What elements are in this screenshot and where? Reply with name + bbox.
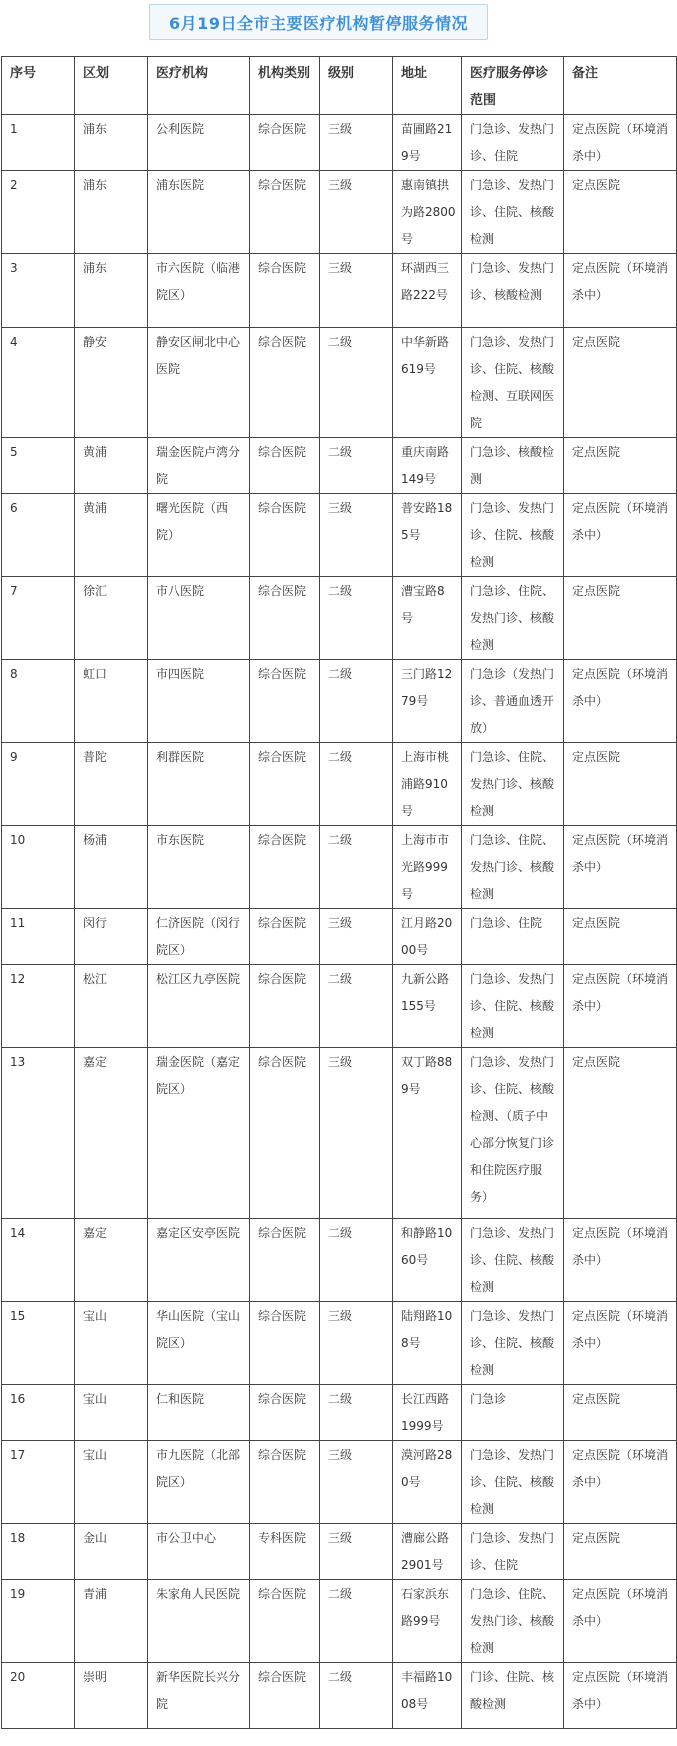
cell-scope: 门急诊、发热门诊、住院 <box>462 1524 564 1580</box>
cell-scope: 门急诊、住院、发热门诊、核酸检测 <box>462 743 564 826</box>
cell-no: 18 <box>2 1524 75 1580</box>
cell-scope: 门急诊、发热门诊、住院、核酸检测 <box>462 494 564 577</box>
cell-level: 二级 <box>320 577 393 660</box>
cell-note: 定点医院 <box>564 438 677 494</box>
cell-level: 三级 <box>320 115 393 171</box>
cell-district: 杨浦 <box>75 826 148 909</box>
cell-no: 6 <box>2 494 75 577</box>
cell-no: 14 <box>2 1219 75 1302</box>
cell-district: 宝山 <box>75 1302 148 1385</box>
table-row <box>2 826 677 909</box>
cell-address: 石家浜东路99号 <box>393 1580 462 1663</box>
cell-no: 9 <box>2 743 75 826</box>
cell-institution: 市六医院（临港院区） <box>148 254 250 328</box>
cell-scope: 门急诊、发热门诊、住院 <box>462 115 564 171</box>
cell-note: 定点医院 <box>564 743 677 826</box>
cell-address: 长江西路1999号 <box>393 1385 462 1441</box>
table-row <box>2 577 677 660</box>
cell-note: 定点医院 <box>564 328 677 438</box>
cell-institution: 华山医院（宝山院区） <box>148 1302 250 1385</box>
cell-scope: 门急诊、发热门诊、住院、核酸检测 <box>462 1302 564 1385</box>
cell-address: 普安路185号 <box>393 494 462 577</box>
cell-level: 二级 <box>320 1219 393 1302</box>
cell-institution: 瑞金医院卢湾分院 <box>148 438 250 494</box>
cell-scope: 门急诊、发热门诊、住院、核酸检测、（质子中心部分恢复门诊和住院医疗服务） <box>462 1048 564 1219</box>
cell-no: 7 <box>2 577 75 660</box>
cell-level: 二级 <box>320 328 393 438</box>
cell-institution: 朱家角人民医院 <box>148 1580 250 1663</box>
cell-address: 江月路2000号 <box>393 909 462 965</box>
cell-district: 黄浦 <box>75 438 148 494</box>
cell-type: 综合医院 <box>250 909 320 965</box>
cell-type: 综合医院 <box>250 1219 320 1302</box>
cell-address: 漠河路280号 <box>393 1441 462 1524</box>
cell-type: 综合医院 <box>250 1663 320 1729</box>
cell-note: 定点医院 <box>564 171 677 254</box>
cell-institution: 利群医院 <box>148 743 250 826</box>
cell-scope: 门急诊、住院、发热门诊、核酸检测 <box>462 826 564 909</box>
table-row <box>2 328 677 438</box>
cell-institution: 仁和医院 <box>148 1385 250 1441</box>
cell-no: 17 <box>2 1441 75 1524</box>
header-address: 地址 <box>393 57 462 115</box>
cell-scope: 门急诊、住院 <box>462 909 564 965</box>
cell-institution: 瑞金医院（嘉定院区） <box>148 1048 250 1219</box>
cell-type: 综合医院 <box>250 1580 320 1663</box>
header-level: 级别 <box>320 57 393 115</box>
cell-no: 12 <box>2 965 75 1048</box>
cell-district: 徐汇 <box>75 577 148 660</box>
cell-type: 综合医院 <box>250 254 320 328</box>
table-row <box>2 254 677 328</box>
table-row <box>2 965 677 1048</box>
cell-institution: 嘉定区安亭医院 <box>148 1219 250 1302</box>
cell-level: 二级 <box>320 438 393 494</box>
cell-scope: 门急诊、发热门诊、住院、核酸检测 <box>462 1441 564 1524</box>
cell-type: 综合医院 <box>250 1385 320 1441</box>
cell-address: 双丁路889号 <box>393 1048 462 1219</box>
header-institution: 医疗机构 <box>148 57 250 115</box>
cell-no: 11 <box>2 909 75 965</box>
cell-district: 松江 <box>75 965 148 1048</box>
cell-note: 定点医院（环境消杀中） <box>564 965 677 1048</box>
cell-note: 定点医院 <box>564 1385 677 1441</box>
cell-type: 综合医院 <box>250 965 320 1048</box>
cell-district: 浦东 <box>75 254 148 328</box>
cell-level: 三级 <box>320 494 393 577</box>
cell-level: 三级 <box>320 909 393 965</box>
cell-institution: 市八医院 <box>148 577 250 660</box>
table-body <box>2 115 677 1729</box>
cell-note: 定点医院 <box>564 1048 677 1219</box>
header-note: 备注 <box>564 57 677 115</box>
cell-level: 二级 <box>320 826 393 909</box>
cell-type: 综合医院 <box>250 1441 320 1524</box>
cell-district: 浦东 <box>75 171 148 254</box>
table-row <box>2 1524 677 1580</box>
cell-note: 定点医院（环境消杀中） <box>564 254 677 328</box>
cell-level: 三级 <box>320 1441 393 1524</box>
table-row <box>2 1219 677 1302</box>
table-row <box>2 743 677 826</box>
cell-level: 二级 <box>320 1385 393 1441</box>
cell-address: 重庆南路149号 <box>393 438 462 494</box>
cell-address: 和静路1060号 <box>393 1219 462 1302</box>
cell-address: 陆翔路108号 <box>393 1302 462 1385</box>
table-row <box>2 909 677 965</box>
cell-type: 专科医院 <box>250 1524 320 1580</box>
cell-district: 宝山 <box>75 1441 148 1524</box>
cell-note: 定点医院（环境消杀中） <box>564 494 677 577</box>
cell-note: 定点医院（环境消杀中） <box>564 1580 677 1663</box>
table-row <box>2 1663 677 1729</box>
cell-type: 综合医院 <box>250 743 320 826</box>
header-scope: 医疗服务停诊范围 <box>462 57 564 115</box>
cell-level: 三级 <box>320 1048 393 1219</box>
cell-scope: 门诊、住院、核酸检测 <box>462 1663 564 1729</box>
cell-institution: 松江区九亭医院 <box>148 965 250 1048</box>
cell-level: 二级 <box>320 965 393 1048</box>
cell-address: 漕廊公路2901号 <box>393 1524 462 1580</box>
cell-institution: 市九医院（北部院区） <box>148 1441 250 1524</box>
table-row <box>2 115 677 171</box>
cell-scope: 门急诊 <box>462 1385 564 1441</box>
cell-institution: 市四医院 <box>148 660 250 743</box>
table-row <box>2 494 677 577</box>
cell-district: 虹口 <box>75 660 148 743</box>
table-header-row <box>2 57 677 115</box>
cell-district: 普陀 <box>75 743 148 826</box>
cell-address: 环湖西三路222号 <box>393 254 462 328</box>
cell-address: 苗圃路219号 <box>393 115 462 171</box>
cell-no: 15 <box>2 1302 75 1385</box>
cell-address: 上海市市光路999号 <box>393 826 462 909</box>
cell-institution: 公利医院 <box>148 115 250 171</box>
cell-institution: 新华医院长兴分院 <box>148 1663 250 1729</box>
cell-type: 综合医院 <box>250 1302 320 1385</box>
cell-institution: 仁济医院（闵行院区） <box>148 909 250 965</box>
cell-no: 5 <box>2 438 75 494</box>
cell-note: 定点医院（环境消杀中） <box>564 1663 677 1729</box>
cell-district: 静安 <box>75 328 148 438</box>
cell-level: 三级 <box>320 1524 393 1580</box>
cell-district: 宝山 <box>75 1385 148 1441</box>
cell-note: 定点医院 <box>564 577 677 660</box>
cell-address: 三门路1279号 <box>393 660 462 743</box>
cell-scope: 门急诊、核酸检测 <box>462 438 564 494</box>
header-type: 机构类别 <box>250 57 320 115</box>
cell-scope: 门急诊、发热门诊、住院、核酸检测 <box>462 171 564 254</box>
cell-type: 综合医院 <box>250 328 320 438</box>
cell-level: 二级 <box>320 1663 393 1729</box>
title-area <box>0 0 677 46</box>
cell-note: 定点医院（环境消杀中） <box>564 826 677 909</box>
cell-type: 综合医院 <box>250 826 320 909</box>
cell-address: 中华新路619号 <box>393 328 462 438</box>
cell-level: 三级 <box>320 171 393 254</box>
cell-no: 20 <box>2 1663 75 1729</box>
cell-scope: 门急诊、住院、发热门诊、核酸检测 <box>462 1580 564 1663</box>
cell-note: 定点医院（环境消杀中） <box>564 1302 677 1385</box>
cell-no: 4 <box>2 328 75 438</box>
cell-type: 综合医院 <box>250 660 320 743</box>
cell-district: 浦东 <box>75 115 148 171</box>
cell-institution: 市公卫中心 <box>148 1524 250 1580</box>
cell-district: 金山 <box>75 1524 148 1580</box>
cell-note: 定点医院（环境消杀中） <box>564 115 677 171</box>
cell-district: 黄浦 <box>75 494 148 577</box>
cell-no: 2 <box>2 171 75 254</box>
cell-type: 综合医院 <box>250 1048 320 1219</box>
cell-address: 上海市桃浦路910号 <box>393 743 462 826</box>
cell-scope: 门急诊、发热门诊、住院、核酸检测 <box>462 965 564 1048</box>
cell-level: 二级 <box>320 743 393 826</box>
cell-level: 二级 <box>320 660 393 743</box>
cell-district: 青浦 <box>75 1580 148 1663</box>
cell-note: 定点医院（环境消杀中） <box>564 660 677 743</box>
table-row <box>2 1048 677 1219</box>
cell-type: 综合医院 <box>250 171 320 254</box>
cell-no: 3 <box>2 254 75 328</box>
cell-scope: 门急诊、发热门诊、住院、核酸检测 <box>462 1219 564 1302</box>
cell-level: 二级 <box>320 1580 393 1663</box>
cell-type: 综合医院 <box>250 577 320 660</box>
cell-institution: 曙光医院（西院） <box>148 494 250 577</box>
page-title: 6月19日全市主要医疗机构暂停服务情况 <box>149 4 488 40</box>
cell-type: 综合医院 <box>250 494 320 577</box>
cell-institution: 静安区闸北中心医院 <box>148 328 250 438</box>
cell-address: 丰福路1008号 <box>393 1663 462 1729</box>
cell-type: 综合医院 <box>250 115 320 171</box>
cell-note: 定点医院 <box>564 1524 677 1580</box>
cell-no: 13 <box>2 1048 75 1219</box>
cell-scope: 门急诊、发热门诊、核酸检测 <box>462 254 564 328</box>
cell-level: 三级 <box>320 1302 393 1385</box>
cell-note: 定点医院 <box>564 909 677 965</box>
cell-note: 定点医院（环境消杀中） <box>564 1441 677 1524</box>
cell-district: 嘉定 <box>75 1219 148 1302</box>
table-row <box>2 1385 677 1441</box>
cell-no: 19 <box>2 1580 75 1663</box>
cell-address: 惠南镇拱为路2800号 <box>393 171 462 254</box>
cell-institution: 市东医院 <box>148 826 250 909</box>
cell-institution: 浦东医院 <box>148 171 250 254</box>
cell-no: 8 <box>2 660 75 743</box>
cell-type: 综合医院 <box>250 438 320 494</box>
table-row <box>2 1302 677 1385</box>
cell-scope: 门急诊（发热门诊、普通血透开放） <box>462 660 564 743</box>
cell-district: 闵行 <box>75 909 148 965</box>
cell-address: 漕宝路8号 <box>393 577 462 660</box>
header-district: 区划 <box>75 57 148 115</box>
table-row <box>2 1441 677 1524</box>
cell-scope: 门急诊、住院、发热门诊、核酸检测 <box>462 577 564 660</box>
cell-district: 嘉定 <box>75 1048 148 1219</box>
cell-no: 1 <box>2 115 75 171</box>
cell-scope: 门急诊、发热门诊、住院、核酸检测、互联网医院 <box>462 328 564 438</box>
cell-no: 10 <box>2 826 75 909</box>
cell-district: 崇明 <box>75 1663 148 1729</box>
cell-note: 定点医院（环境消杀中） <box>564 1219 677 1302</box>
cell-no: 16 <box>2 1385 75 1441</box>
table-row <box>2 438 677 494</box>
cell-address: 九新公路155号 <box>393 965 462 1048</box>
table-row <box>2 1580 677 1663</box>
table-row <box>2 171 677 254</box>
header-no: 序号 <box>2 57 75 115</box>
cell-level: 三级 <box>320 254 393 328</box>
table-row <box>2 660 677 743</box>
hospital-table <box>1 56 677 1729</box>
